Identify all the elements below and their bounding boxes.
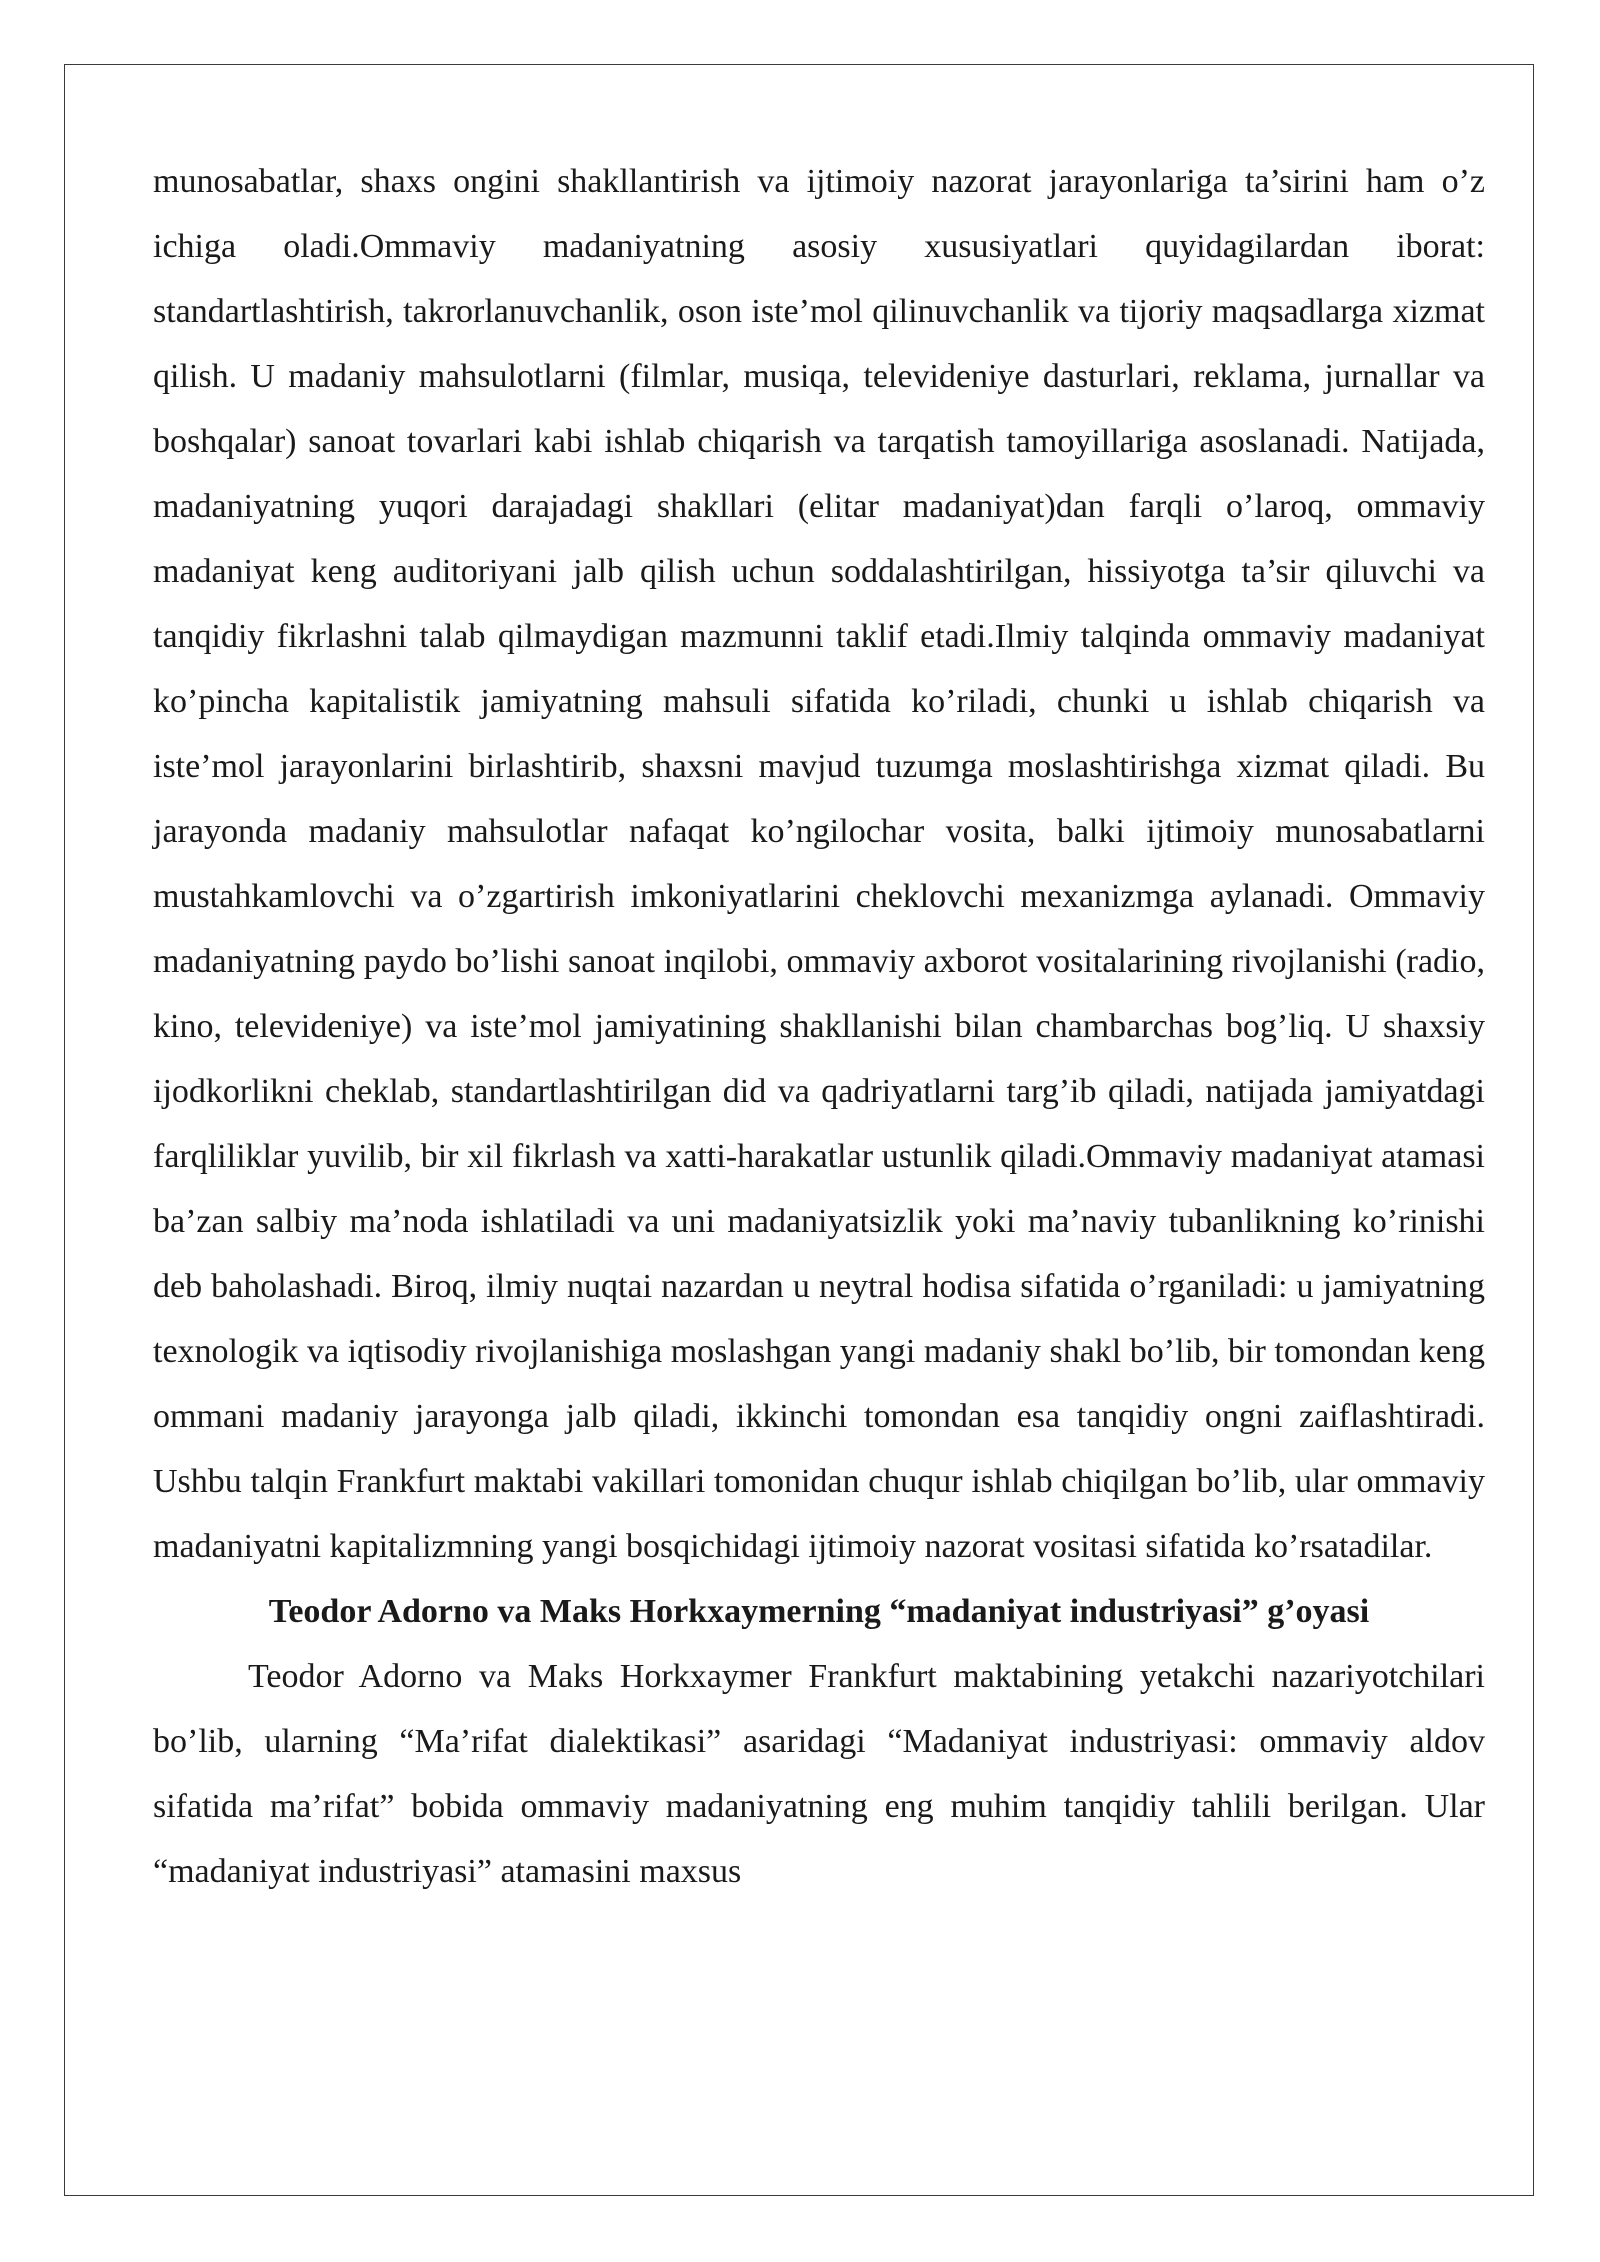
body-paragraph: Teodor Adorno va Maks Horkxaymer Frankfurt maktabining yetakchi nazariyotchilari bo’lib, ularning “Ma’rifat dialektikasi” asaridagi “Madaniyat industriyasi: ommaviy aldov sifatida ma’rifat” bobida ommaviy madaniyatning eng muhim tanqidiy tahlili berilgan. Ular “madaniyat industriyasi” atamasini maxsus: [153, 1658, 1485, 1890]
section-heading: Teodor Adorno va Maks Horkxaymerning “madaniyat industriyasi” g’oyasi: [268, 1593, 1370, 1630]
document-body: [153, 149, 1485, 1904]
body-paragraph: munosabatlar, shaxs ongini shakllantirish va ijtimoiy nazorat jarayonlariga ta’sirini ham o’z ichiga oladi.Ommaviy madaniyatning asosiy xususiyatlari quyidagilardan iborat: standartlashtirish, takrorlanuvchanlik, oson iste’mol qilinuvchanlik va tijoriy maqsadlarga xizmat qilish. U madaniy mahsulotlarni (filmlar, musiqa, televideniye dasturlari, reklama, jurnallar va boshqalar) sanoat tovarlari kabi ishlab chiqarish va tarqatish tamoyillariga asoslanadi. Natijada, madaniyatning yuqori darajadagi shakllari (elitar madaniyat)dan farqli o’laroq, ommaviy madaniyat keng auditoriyani jalb qilish uchun soddalashtirilgan, hissiyotga ta’sir qiluvchi va tanqidiy fikrlashni talab qilmaydigan mazmunni taklif etadi.Ilmiy talqinda ommaviy madaniyat ko’pincha kapitalistik jamiyatning mahsuli sifatida ko’riladi, chunki u ishlab chiqarish va iste’mol jarayonlarini birlashtirib, shaxsni mavjud tuzumga moslashtirishga xizmat qiladi. Bu jarayonda madaniy mahsulotlar nafaqat ko’ngilochar vosita, balki ijtimoiy munosabatlarni mustahkamlovchi va o’zgartirish imkoniyatlarini cheklovchi mexanizmga aylanadi. Ommaviy madaniyatning paydo bo’lishi sanoat inqilobi, ommaviy axborot vositalarining rivojlanishi (radio, kino, televideniye) va iste’mol jamiyatining shakllanishi bilan chambarchas bog’liq. U shaxsiy ijodkorlikni cheklab, standartlashtirilgan did va qadriyatlarni targ’ib qiladi, natijada jamiyatdagi farqliliklar yuvilib, bir xil fikrlash va xatti-harakatlar ustunlik qiladi.Ommaviy madaniyat atamasi ba’zan salbiy ma’noda ishlatiladi va uni madaniyatsizlik yoki ma’naviy tubanlikning ko’rinishi deb baholashadi. Biroq, ilmiy nuqtai nazardan u neytral hodisa sifatida o’rganiladi: u jamiyatning texnologik va iqtisodiy rivojlanishiga moslashgan yangi madaniy shakl bo’lib, bir tomondan keng ommani madaniy jarayonga jalb qiladi, ikkinchi tomondan esa tanqidiy ongni zaiflashtiradi. Ushbu talqin Frankfurt maktabi vakillari tomonidan chuqur ishlab chiqilgan bo’lib, ular ommaviy madaniyatni kapitalizmning yangi bosqichidagi ijtimoiy nazorat vositasi sifatida ko’rsatadilar.: [153, 163, 1485, 1565]
